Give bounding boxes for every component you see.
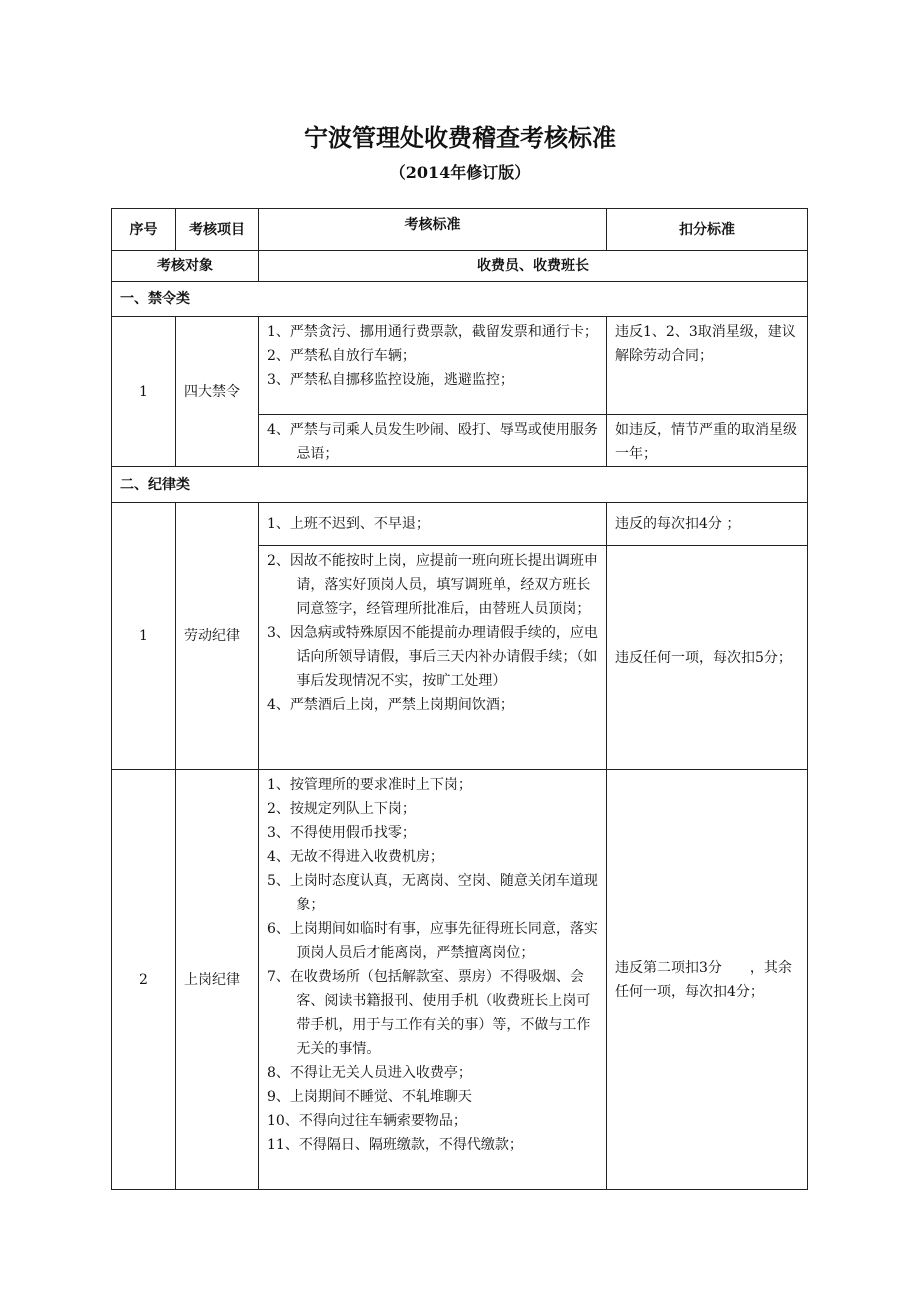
section-row xyxy=(112,282,808,317)
criteria-item: 3、因急病或特殊原因不能提前办理请假手续的，应电话向所领导请假，事后三天内补办请假手续；（如事后发现情况不实，按旷工处理） xyxy=(267,625,598,689)
header-no: 序号 xyxy=(112,209,176,251)
criteria-item: 7、在收费场所（包括解款室、票房）不得吸烟、会客、阅读书籍报刊、使用手机（收费班长上岗可带手机，用于与工作有关的事）等，不做与工作无关的事情。 xyxy=(267,969,591,1057)
row-no: 1 xyxy=(112,503,176,770)
criteria-item: 3、不得使用假币找零； xyxy=(267,825,416,841)
criteria-cell xyxy=(259,546,607,770)
section-row xyxy=(112,467,808,503)
table-row xyxy=(112,770,808,1190)
criteria-item: 2、因故不能按时上岗，应提前一班向班长提出调班申请，落实好顶岗人员，填写调班单，经双方班长同意签字，经管理所批准后，由替班人员顶岗； xyxy=(267,553,598,617)
criteria-item: 5、上岗时态度认真，无离岗、空岗、随意关闭车道现象； xyxy=(267,873,598,913)
criteria-cell xyxy=(259,770,607,1190)
row-no: 2 xyxy=(112,770,176,1190)
assessment-table xyxy=(111,208,808,1190)
deduction-cell: 如违反，情节严重的取消星级一年； xyxy=(607,415,808,467)
criteria-item: 1、按管理所的要求准时上下岗； xyxy=(267,777,472,793)
criteria-item: 2、按规定列队上下岗； xyxy=(267,801,416,817)
table-row xyxy=(112,503,808,546)
criteria-item: 9、上岗期间不睡觉、不轧堆聊天 xyxy=(267,1089,472,1105)
criteria-cell xyxy=(259,503,607,546)
header-row xyxy=(112,209,808,251)
section-title: 二、纪律类 xyxy=(112,467,808,503)
deduction-cell: 违反的每次扣4分 ； xyxy=(607,503,808,546)
target-value: 收费员、收费班长 xyxy=(259,251,808,282)
deduction-cell: 违反1、2、3取消星级，建议解除劳动合同； xyxy=(607,317,808,415)
header-standard: 考核标准 xyxy=(259,209,607,251)
section-title: 一、禁令类 xyxy=(112,282,808,317)
row-item: 四大禁令 xyxy=(176,317,259,467)
table-row xyxy=(112,317,808,415)
target-label: 考核对象 xyxy=(112,251,259,282)
criteria-item: 4、严禁与司乘人员发生吵闹、殴打、辱骂或使用服务忌语； xyxy=(267,422,598,462)
row-item: 劳动纪律 xyxy=(176,503,259,770)
criteria-item: 2、严禁私自放行车辆； xyxy=(267,348,416,364)
criteria-item: 1、上班不迟到、不早退； xyxy=(267,516,430,532)
target-row xyxy=(112,251,808,282)
criteria-item: 8、不得让无关人员进入收费亭； xyxy=(267,1065,472,1081)
row-item: 上岗纪律 xyxy=(176,770,259,1190)
header-item: 考核项目 xyxy=(176,209,259,251)
criteria-item: 4、严禁酒后上岗，严禁上岗期间饮酒； xyxy=(267,697,514,713)
deduction-cell: 违反第二项扣3分 ，其余任何一项，每次扣4分； xyxy=(607,770,808,1190)
deduction-cell: 违反任何一项，每次扣5分； xyxy=(607,546,808,770)
criteria-item: 1、严禁贪污、挪用通行费票款，截留发票和通行卡； xyxy=(267,324,598,340)
document-title: 宁波管理处收费稽查考核标准 xyxy=(304,123,616,152)
criteria-cell xyxy=(259,317,607,415)
criteria-item: 10、不得向过往车辆索要物品； xyxy=(267,1113,467,1129)
header-deduction: 扣分标准 xyxy=(607,209,808,251)
criteria-item: 6、上岗期间如临时有事，应事先征得班长同意，落实顶岗人员后才能离岗，严禁擅离岗位； xyxy=(267,921,598,961)
criteria-item: 3、严禁私自挪移监控设施，逃避监控； xyxy=(267,372,514,388)
criteria-item: 11、不得隔日、隔班缴款，不得代缴款； xyxy=(267,1137,523,1153)
row-no: 1 xyxy=(112,317,176,467)
criteria-item: 4、无故不得进入收费机房； xyxy=(267,849,444,865)
criteria-cell xyxy=(259,415,607,467)
document-subtitle: （2014年修订版） xyxy=(389,163,531,182)
